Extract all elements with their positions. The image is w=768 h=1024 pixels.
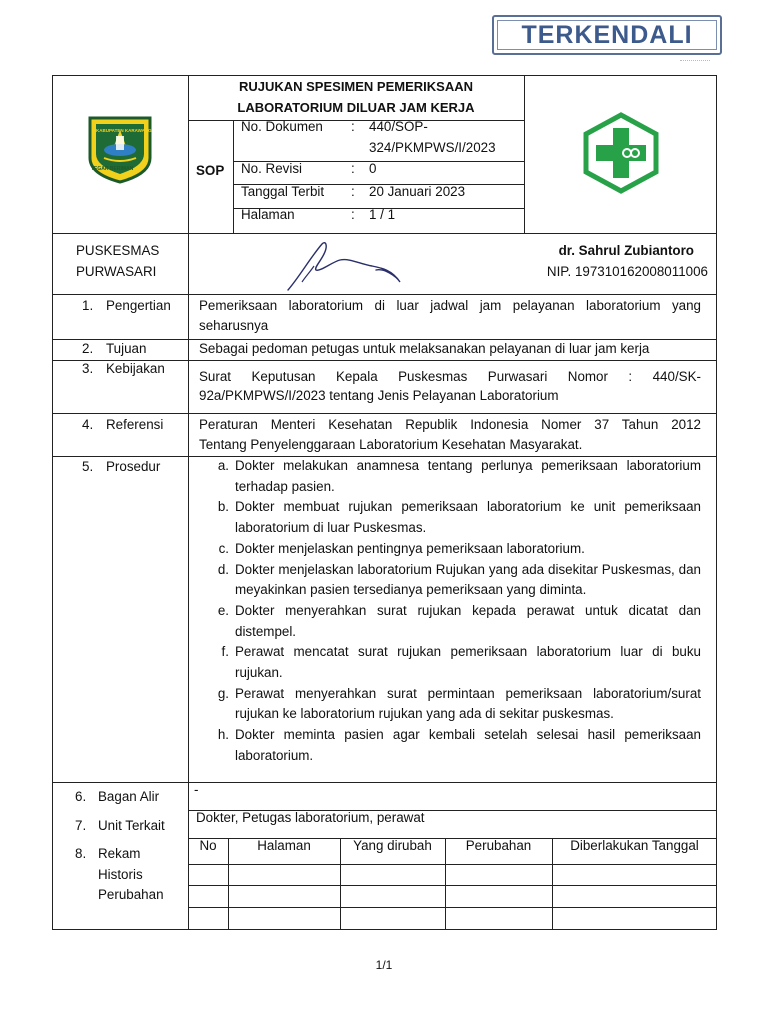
no-revisi-colon: : xyxy=(351,161,355,176)
referensi-text-2: Tentang Penyelenggaraan Laboratorium Kesehatan Masyarakat. xyxy=(199,437,583,452)
puskesmas-logo xyxy=(580,112,662,194)
terkendali-stamp xyxy=(492,15,722,55)
signature xyxy=(280,236,410,292)
tanggal-terbit-value: 20 Januari 2023 xyxy=(369,184,466,199)
unit-terkait-label: Unit Terkait xyxy=(98,818,165,833)
no-revisi-value: 0 xyxy=(369,161,377,176)
prosedur-text: Dokter menjelaskan pentingnya pemeriksaan laboratorium. xyxy=(235,540,585,556)
kebijakan-label: Kebijakan xyxy=(106,361,165,376)
pengertian-text-2: seharusnya xyxy=(199,318,269,333)
rekam-label-1: Rekam xyxy=(98,846,141,861)
prosedur-letter: c. xyxy=(218,540,229,556)
prosedur-text: Dokter melakukan anamnesa tentang perlunya pemeriksaan laboratorium terhadap pasien. xyxy=(235,458,701,494)
rekam-col-diberlakukan: Diberlakukan Tanggal xyxy=(570,838,699,853)
doc-title-line2: LABORATORIUM DILUAR JAM KERJA xyxy=(237,100,475,115)
tanggal-terbit-colon: : xyxy=(351,184,355,199)
prosedur-text: Dokter menyerahkan surat rujukan kepada perawat untuk dicatat dan distempel. xyxy=(235,602,701,639)
row-sep-1 xyxy=(52,339,717,340)
org-line1: PUSKESMAS xyxy=(76,243,160,258)
unit-terkait-num: 7. xyxy=(75,818,87,833)
prosedur-label: Prosedur xyxy=(106,459,161,474)
rekam-col-perubahan: Perubahan xyxy=(465,838,532,853)
pengertian-label: Pengertian xyxy=(106,298,171,313)
rekam-col-no: No xyxy=(199,838,217,853)
referensi-label: Referensi xyxy=(106,417,164,432)
doc-title-line1: RUJUKAN SPESIMEN PEMERIKSAAN xyxy=(238,79,474,94)
prosedur-item-c xyxy=(199,539,701,560)
prosedur-letter: b. xyxy=(217,499,229,515)
prosedur-list xyxy=(199,456,701,767)
no-dokumen-colon: : xyxy=(351,119,355,134)
signer-name: dr. Sahrul Zubiantoro xyxy=(558,243,694,258)
rekam-num: 8. xyxy=(75,846,87,861)
prosedur-item-a xyxy=(199,456,701,497)
bagan-alir-num: 6. xyxy=(75,789,87,804)
prosedur-letter: f. xyxy=(221,644,229,660)
referensi-num: 4. xyxy=(82,417,94,432)
prosedur-text: Perawat mencatat surat rujukan pemeriksaan laboratorium luar di buku rujukan. xyxy=(235,644,701,681)
row-sep-5 xyxy=(52,782,717,783)
prosedur-letter: g. xyxy=(217,685,229,701)
org-line2: PURWASARI xyxy=(76,264,157,279)
prosedur-text: Dokter meminta pasien agar kembali setelah selesai hasil pemeriksaan laboratorium. xyxy=(235,727,701,763)
prosedur-item-g xyxy=(199,684,701,725)
title-bottom-line xyxy=(188,120,524,121)
prosedur-letter: e. xyxy=(217,602,229,618)
prosedur-item-e xyxy=(199,601,701,642)
prosedur-text: Perawat menyerahkan surat permintaan pemeriksaan laboratorium/surat rujukan ke laboratorium rujukan yang ada di sekitar puskesmas. xyxy=(235,685,701,722)
no-dokumen-value-2: 324/PKMPWS/I/2023 xyxy=(369,140,496,155)
bagan-alir-text: - xyxy=(194,782,199,797)
kebijakan-num: 3. xyxy=(82,361,94,376)
prosedur-item-h xyxy=(199,725,701,766)
kebijakan-text-2: 92a/PKMPWS/I/2023 tentang Jenis Pelayanan Laboratorium xyxy=(199,388,559,403)
no-dokumen-value-1: 440/SOP- xyxy=(369,119,428,134)
sop-label: SOP xyxy=(196,163,225,178)
logo-motto: TEGAR BERIMAN xyxy=(91,166,134,172)
rekam-line-3 xyxy=(188,907,717,908)
kebijakan-text-1: Surat Keputusan Kepala Puskesmas Purwasari Nomor : 440/SK- xyxy=(199,369,701,384)
tujuan-num: 2. xyxy=(82,341,94,356)
rekam-col-halaman: Halaman xyxy=(257,838,311,853)
halaman-value: 1 / 1 xyxy=(369,207,396,222)
rekam-line-2 xyxy=(188,885,717,886)
logo-emblem-text: KABUPATEN KARAWANG xyxy=(96,128,152,133)
col-divider-right xyxy=(524,75,525,233)
rekam-line-1 xyxy=(188,864,717,865)
prosedur-text: Dokter menjelaskan laboratorium Rujukan yang ada disekitar Puskesmas, dan meyakinkan pasien tersedianya pemeriksaan yang diminta. xyxy=(235,561,701,598)
tujuan-text: Sebagai pedoman petugas untuk melaksanakan pelayanan di luar jam kerja xyxy=(199,341,650,356)
page-number: 1/1 xyxy=(375,958,393,972)
unit-terkait-text: Dokter, Petugas laboratorium, perawat xyxy=(196,810,425,825)
karawang-logo xyxy=(86,114,154,184)
prosedur-letter: a. xyxy=(217,458,229,473)
stamp-text: TERKENDALI xyxy=(497,20,717,50)
prosedur-num: 5. xyxy=(82,459,94,474)
prosedur-text: Dokter membuat rujukan pemeriksaan laboratorium ke unit pemeriksaan laboratorium di luar Puskesmas. xyxy=(235,499,701,536)
sop-divider xyxy=(233,120,234,233)
pengertian-num: 1. xyxy=(82,298,94,313)
referensi-text-1: Peraturan Menteri Kesehatan Republik Indonesia Nomer 37 Tahun 2012 xyxy=(199,417,701,432)
bagan-alir-label: Bagan Alir xyxy=(98,789,160,804)
prosedur-item-b xyxy=(199,497,701,538)
rekam-label-2: Historis xyxy=(98,867,143,882)
prosedur-letter: h. xyxy=(217,727,229,743)
no-revisi-label: No. Revisi xyxy=(241,161,303,176)
halaman-colon: : xyxy=(351,207,355,222)
stamp-smudge xyxy=(680,60,710,63)
rekam-label-3: Perubahan xyxy=(98,887,164,902)
prosedur-item-d xyxy=(199,560,701,601)
prosedur-item-f xyxy=(199,642,701,683)
col-divider-left xyxy=(188,75,189,782)
prosedur-letter: d. xyxy=(217,561,229,577)
tujuan-label: Tujuan xyxy=(106,341,147,356)
signer-nip: NIP. 197310162008011006 xyxy=(546,264,708,279)
tanggal-terbit-label: Tanggal Terbit xyxy=(241,184,325,199)
halaman-label: Halaman xyxy=(241,207,295,222)
rekam-col-yang-dirubah: Yang dirubah xyxy=(353,838,432,853)
pengertian-text-1: Pemeriksaan laboratorium di luar jadwal jam pelayanan laboratorium yang xyxy=(199,298,701,313)
header-bottom-line xyxy=(52,233,717,234)
no-dokumen-label: No. Dokumen xyxy=(241,119,323,134)
